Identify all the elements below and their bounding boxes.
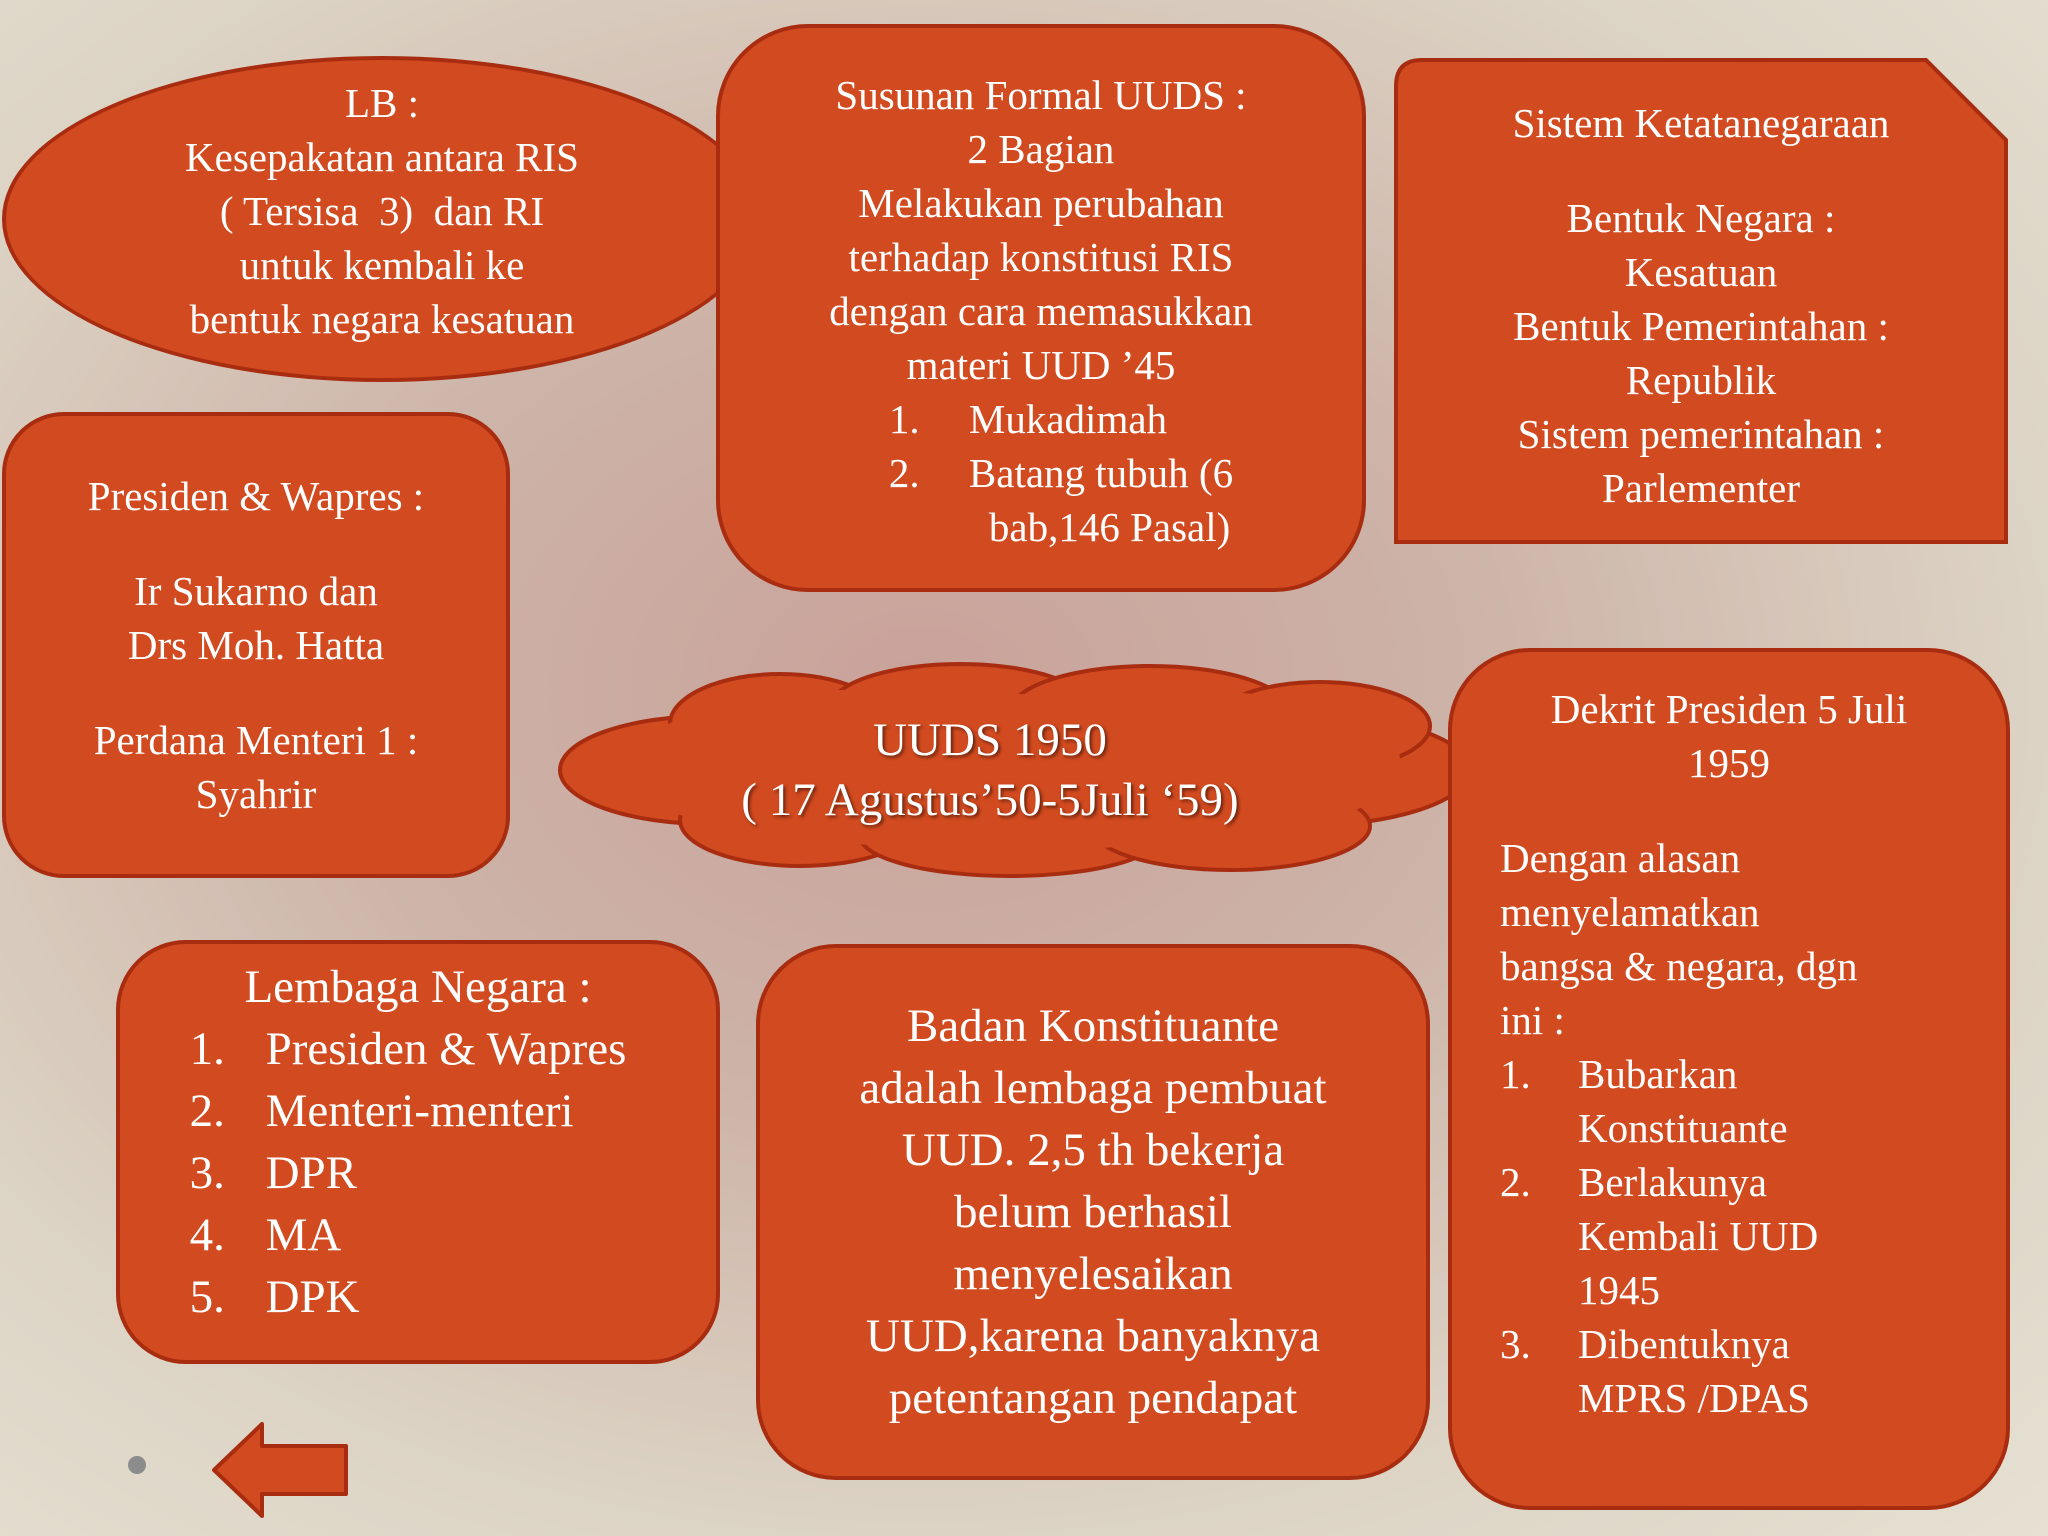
dekrit-reason: ini : (1500, 997, 1565, 1043)
lembaga-title: Lembaga Negara : (244, 961, 592, 1013)
presiden-name: Ir Sukarno dan (134, 568, 378, 614)
list-text: Kembali UUD (1578, 1213, 1819, 1259)
list-item (190, 1204, 627, 1266)
sistem-ketatanegaraan-box (1392, 56, 2010, 546)
list-item (889, 392, 1233, 446)
list-item (190, 1266, 627, 1328)
lb-line: ( Tersisa 3) dan RI (219, 188, 545, 234)
dekrit-reason: menyelamatkan (1500, 889, 1760, 935)
list-text: 1945 (1578, 1267, 1660, 1313)
dekrit-presiden-box (1448, 648, 2010, 1510)
badan-line: adalah lembaga pembuat (859, 1062, 1327, 1114)
perdana-menteri-name: Syahrir (195, 771, 317, 817)
list-number: 1. (1500, 1051, 1531, 1097)
susunan-line: terhadap konstitusi RIS (848, 234, 1234, 280)
badan-line: UUD. 2,5 th bekerja (901, 1124, 1285, 1176)
susunan-line: Melakukan perubahan (858, 180, 1224, 226)
badan-line: UUD,karena banyaknya (865, 1310, 1321, 1362)
list-number: 5. (189, 1271, 225, 1323)
list-item (889, 446, 1233, 554)
badan-line: Badan Konstituante (906, 1000, 1279, 1052)
list-text-cont: bab,146 Pasal) (988, 504, 1231, 550)
list-number: 2. (189, 1085, 225, 1137)
sistem-line: Sistem pemerintahan : (1517, 411, 1885, 457)
list-item (190, 1080, 627, 1142)
badan-line: petentangan pendapat (888, 1372, 1298, 1424)
list-number: 3. (1500, 1321, 1531, 1367)
susunan-list (889, 392, 1233, 554)
bullet-dot-icon (128, 1456, 146, 1474)
badan-line: belum berhasil (953, 1186, 1232, 1238)
dekrit-list (1500, 1047, 2006, 1425)
list-item (1500, 1317, 2006, 1425)
lb-line: LB : (344, 80, 420, 126)
perdana-menteri-label: Perdana Menteri 1 : (93, 717, 419, 763)
presiden-name: Drs Moh. Hatta (127, 622, 385, 668)
list-number: 2. (1500, 1159, 1531, 1205)
list-text: Dibentuknya (1578, 1321, 1790, 1367)
dekrit-reason: bangsa & negara, dgn (1500, 943, 1858, 989)
list-text: Mukadimah (968, 396, 1168, 442)
center-period: ( 17 Agustus’50-5Juli ‘59) (741, 774, 1239, 826)
list-text: MA (265, 1209, 342, 1261)
list-number: 4. (189, 1209, 225, 1261)
lb-line: untuk kembali ke (239, 242, 525, 288)
lembaga-negara-box (116, 940, 720, 1364)
list-number: 1. (888, 396, 920, 442)
center-cloud-text (540, 660, 1440, 880)
list-text: Bubarkan (1578, 1051, 1738, 1097)
lb-line: bentuk negara kesatuan (189, 296, 575, 342)
sistem-line: Bentuk Negara : (1566, 195, 1836, 241)
dekrit-title: Dekrit Presiden 5 Juli (1550, 686, 1908, 732)
susunan-line: materi UUD ’45 (906, 342, 1176, 388)
susunan-line: dengan cara memasukkan (829, 288, 1253, 334)
presiden-wapres-box (2, 412, 510, 878)
lb-line: Kesepakatan antara RIS (185, 134, 579, 180)
susunan-formal-box (716, 24, 1366, 592)
list-text: MPRS /DPAS (1578, 1375, 1811, 1421)
badan-konstituante-box (756, 944, 1430, 1480)
susunan-line: Susunan Formal UUDS : (835, 72, 1247, 118)
list-item (1500, 1047, 2006, 1155)
list-number: 1. (189, 1023, 225, 1075)
sistem-line: Kesatuan (1624, 249, 1778, 295)
dekrit-reason: Dengan alasan (1500, 835, 1741, 881)
list-text: Menteri-menteri (265, 1085, 574, 1137)
list-item (190, 1142, 627, 1204)
list-text: Konstituante (1578, 1105, 1788, 1151)
list-number: 2. (888, 450, 920, 496)
list-item (1500, 1155, 2006, 1317)
list-text: Batang tubuh (6 (968, 450, 1234, 496)
list-number: 3. (189, 1147, 225, 1199)
sistem-line: Parlementer (1601, 465, 1801, 511)
list-item (190, 1018, 627, 1080)
dekrit-title: 1959 (1688, 740, 1770, 786)
lembaga-list (190, 1018, 627, 1328)
badan-line: menyelesaikan (953, 1248, 1233, 1300)
list-text: Presiden & Wapres (265, 1023, 627, 1075)
sistem-line: Republik (1625, 357, 1777, 403)
sistem-line: Bentuk Pemerintahan : (1513, 303, 1889, 349)
center-title: UUDS 1950 (873, 714, 1107, 766)
list-text: DPK (265, 1271, 360, 1323)
susunan-line: 2 Bagian (967, 126, 1115, 172)
lb-ellipse (2, 56, 762, 382)
presiden-title: Presiden & Wapres : (87, 473, 425, 519)
arrow-left-icon[interactable] (210, 1420, 350, 1520)
sistem-title: Sistem Ketatanegaraan (1512, 100, 1890, 146)
list-text: DPR (265, 1147, 358, 1199)
list-text: Berlakunya (1578, 1159, 1767, 1205)
